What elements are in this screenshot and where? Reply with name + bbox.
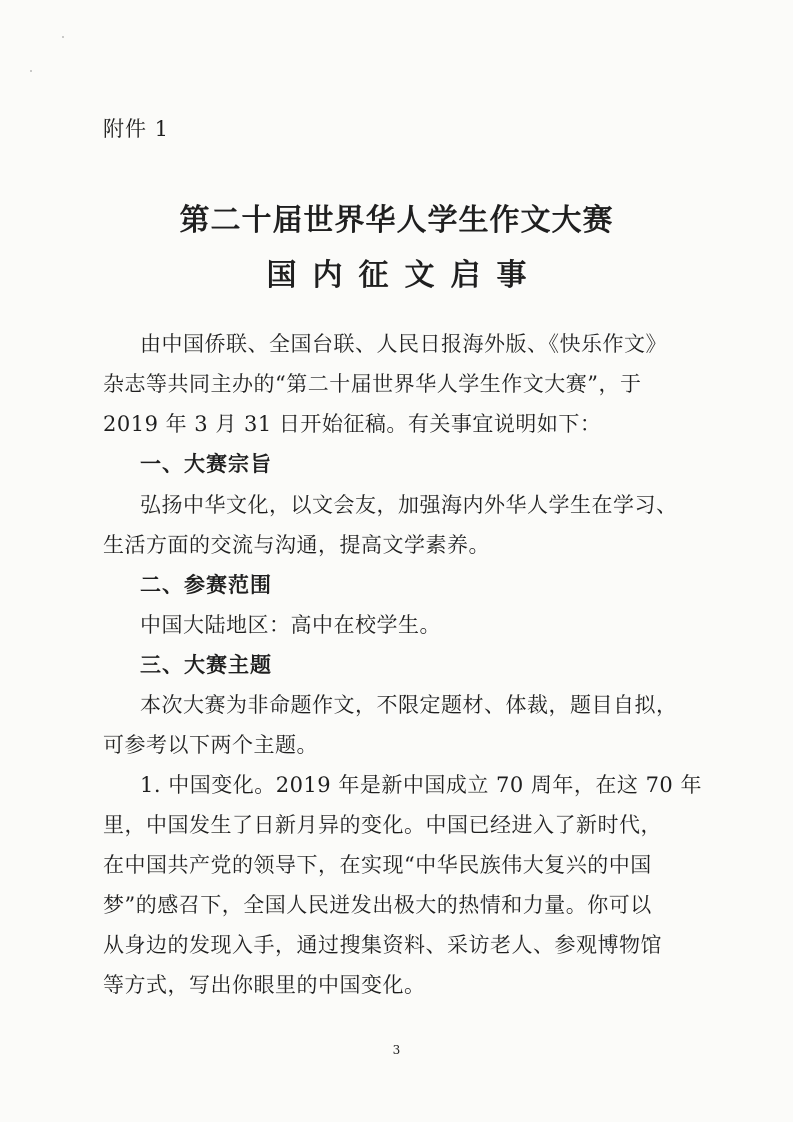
section-text: 中国大陆地区：高中在校学生。: [140, 613, 441, 637]
theme-text: 里，中国发生了日新月异的变化。中国已经进入了新时代，: [103, 813, 662, 837]
section-text: 可参考以下两个主题。: [103, 733, 318, 757]
section-text: 弘扬中华文化，以文会友，加强海内外华人学生在学习、: [140, 493, 678, 517]
section-text: 本次大赛为非命题作文，不限定题材、体裁，题目自拟，: [140, 693, 678, 717]
attachment-label: 附件 1: [103, 117, 170, 141]
section-heading-theme: 三、大赛主题: [140, 653, 272, 677]
scan-speck: [30, 70, 32, 72]
theme-text: 1. 中国变化。2019 年是新中国成立 70 周年，在这 70 年: [140, 773, 702, 797]
theme-text: 等方式，写出你眼里的中国变化。: [103, 973, 426, 997]
intro-line: 2019 年 3 月 31 日开始征稿。有关事宜说明如下：: [103, 412, 602, 436]
scan-speck: [62, 36, 64, 38]
section-heading-scope: 二、参赛范围: [140, 573, 272, 597]
intro-line: 由中国侨联、全国台联、人民日报海外版、《快乐作文》: [140, 332, 667, 356]
theme-text: 在中国共产党的领导下，在实现“中华民族伟大复兴的中国: [103, 853, 652, 877]
theme-text: 梦”的感召下，全国人民迸发出极大的热情和力量。你可以: [103, 893, 652, 917]
intro-line: 杂志等共同主办的“第二十届世界华人学生作文大赛”，于: [103, 372, 642, 396]
title-line-2: 国内征文启事: [266, 258, 543, 293]
theme-text: 从身边的发现入手，通过搜集资料、采访老人、参观博物馆: [103, 933, 662, 957]
section-text: 生活方面的交流与沟通，提高文学素养。: [103, 533, 490, 557]
page-number: 3: [392, 1043, 401, 1057]
section-heading-purpose: 一、大赛宗旨: [140, 452, 272, 476]
title-line-1: 第二十届世界华人学生作文大赛: [179, 203, 614, 238]
